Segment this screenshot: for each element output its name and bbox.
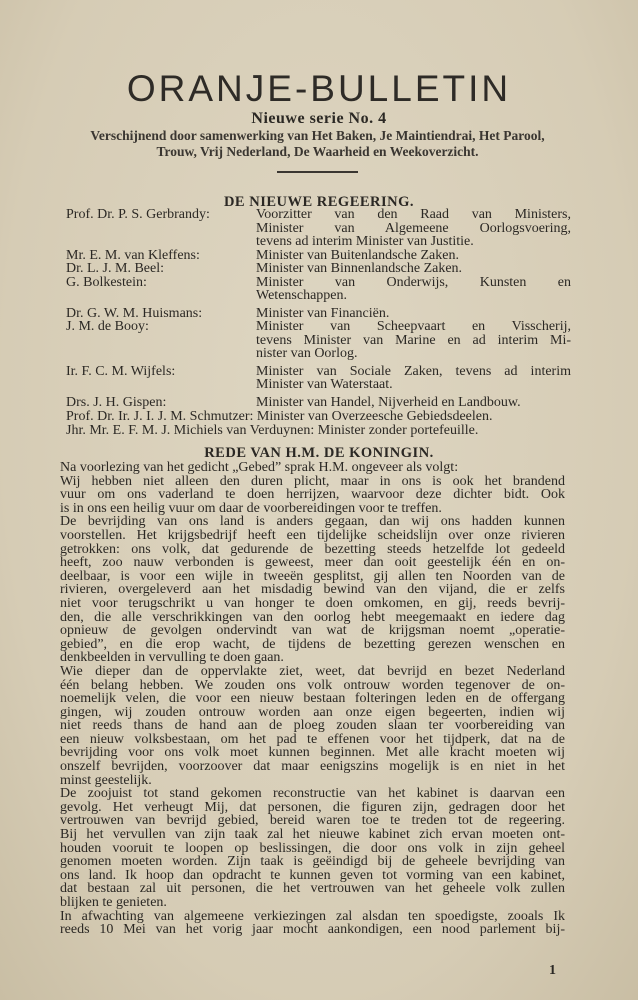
role-line: tevens Minister van Marine en ad interim Mi- bbox=[256, 332, 571, 348]
text-line: noemelijk velen, die voor een nieuw bestaan folteringen leden en de offergang bbox=[60, 691, 565, 707]
role-line: tevens ad interim Minister van Justitie. bbox=[256, 234, 474, 249]
cabinet-member bbox=[66, 276, 571, 303]
text-line: Wie dieper dan de oppervlakte ziet, weet, dat bevrijd en bezet Nederland bbox=[60, 663, 565, 679]
role-line: Minister van Scheepvaart en Visscherij, bbox=[256, 319, 571, 334]
member-role bbox=[256, 365, 571, 392]
member-role bbox=[256, 249, 571, 263]
text-line: gevolg. Het verheugt Mij, dat personen, die figuren zijn, gedragen door het bbox=[60, 799, 565, 815]
text-line: vertrouwen van bevrijd gebied, bereid waren toe te treden tot de regeering. bbox=[60, 813, 565, 829]
text-line: gebied”, en die erop wacht, de tijdens de bezetting gerezen wenschen en bbox=[60, 636, 565, 652]
paragraph bbox=[60, 475, 565, 516]
text-line: niet reeds thans de hand aan de ploeg zouden slaan ter voorbereiding van bbox=[60, 718, 565, 734]
cabinet-list bbox=[66, 208, 571, 437]
text-line: onszelf bevrijden, voorzoover dat maar eenigszins mogelijk is en niet in het bbox=[60, 759, 565, 775]
member-name: Mr. E. M. van Kleffens: bbox=[66, 247, 200, 263]
cabinet-member bbox=[66, 320, 571, 361]
member-name: Ir. F. C. M. Wijfels: bbox=[66, 363, 176, 379]
text-line: ons land. Ik hoop dan opdracht te kunnen geven tot vorming van een kabinet, bbox=[60, 867, 565, 883]
role-line: nister van Oorlog. bbox=[256, 346, 358, 361]
publishers-note bbox=[60, 128, 575, 160]
role-line: Minister van Handel, Nijverheid en Landbouw. bbox=[256, 394, 521, 410]
text-line: één belang hebben. We zouden ons volk ontrouw worden tegenover de on- bbox=[60, 677, 565, 693]
text-line: Wij hebben niet alleen den duren plicht, maar in ons is ook het brandend bbox=[60, 473, 565, 489]
bulletin-title: ORANJE-BULLETIN bbox=[126, 68, 512, 109]
member-role bbox=[256, 208, 571, 249]
role-line: Minister van Waterstaat. bbox=[256, 377, 393, 392]
speech-text bbox=[60, 461, 565, 937]
member-name: G. Bolkestein: bbox=[66, 274, 147, 290]
text-line: vuur om ons vaderland te doen herrijzen, waarvoor deze dichter bidt. Ook bbox=[60, 487, 565, 503]
text-line: denkbeelden in vervulling te doen gaan. bbox=[60, 650, 284, 666]
text-line: opnieuw de gevolgen ondervindt van wat de krijgsman noemt „operatie- bbox=[60, 623, 565, 639]
text-line: gingen, wij zouden ontrouw worden aan onze eigen begeerten, indien wij bbox=[60, 704, 565, 720]
role-line: Minister van Buitenlandsche Zaken. bbox=[256, 247, 459, 263]
cabinet-member bbox=[66, 208, 571, 249]
member-name: Drs. J. H. Gispen: bbox=[66, 394, 167, 410]
role-line: Voorzitter van den Raad van Ministers, bbox=[256, 207, 571, 222]
text-line: is in ons een heilig vuur om daar de voorbereidingen voor te treffen. bbox=[60, 500, 442, 516]
text-line: deelbaar, is voor een wijle in tweeën gesplitst, gij allen ten Noorden van de bbox=[60, 568, 565, 584]
cabinet-member bbox=[66, 307, 571, 321]
text-line: reeds 10 Mei van het vorig jaar mocht aankondigen, een nood parlement bij- bbox=[60, 922, 565, 938]
text-line: genomen moeten worden. Zijn taak is geëindigd bij de geheele bevrijding van bbox=[60, 854, 565, 870]
cabinet-member bbox=[66, 396, 571, 410]
role-line: Minister van Binnenlandsche Zaken. bbox=[256, 261, 463, 276]
text-line: een nieuw volksbestaan, om het pad te effenen voor het tijdperk, dat na de bbox=[60, 731, 565, 747]
member-name: Dr. L. J. M. Beel: bbox=[66, 261, 164, 276]
role-line: Minister van Financiën. bbox=[256, 305, 390, 321]
paragraph bbox=[60, 787, 565, 909]
cabinet-member bbox=[66, 249, 571, 263]
text-line: rivieren, overgeleverd aan het misdadig bewind van den vijand, die er zelfs bbox=[60, 582, 565, 598]
text-line: Bij het vervullen van zijn taak zal het nieuwe kabinet zich ervan moeten ont- bbox=[60, 827, 565, 843]
series-number: Nieuwe serie No. 4 bbox=[251, 110, 387, 127]
cabinet-member-full: Jhr. Mr. E. F. M. J. Michiels van Verduynen: Minister zonder portefeuille. bbox=[66, 422, 479, 438]
member-role bbox=[256, 396, 571, 410]
cabinet-member bbox=[66, 262, 571, 276]
text-line: Na voorlezing van het gedicht „Gebed” sprak H.M. ongeveer als volgt: bbox=[60, 460, 459, 475]
member-role bbox=[256, 307, 571, 321]
cabinet-heading: DE NIEUWE REGEERING. bbox=[223, 194, 415, 210]
text-line: houden vooruit te loopen op beslissingen, die door ons volk in zijn geheel bbox=[60, 840, 565, 856]
cabinet-member-full: Prof. Dr. Ir. J. I. J. M. Schmutzer: Minister van Overzeesche Gebiedsdeelen. bbox=[66, 409, 493, 424]
text-line: heeft, zoo nauw verbonden is geweest, meer dan ooit geestelijk één en on- bbox=[60, 555, 565, 571]
text-line: De zoojuist tot stand gekomen reconstructie van het kabinet is daarvan een bbox=[60, 786, 565, 802]
text-line: voorstellen. Het krijgsbedrijf heeft een tijdelijke scheidslijn over onze rivieren bbox=[60, 527, 565, 543]
text-line: minst geestelijk. bbox=[60, 772, 152, 788]
text-line: blijken te genieten. bbox=[60, 895, 167, 910]
paragraph bbox=[60, 910, 565, 937]
role-line: Minister van Onderwijs, Kunsten en bbox=[256, 274, 571, 290]
text-line: De bevrijding van ons land is anders gegaan, dan wij ons hadden kunnen bbox=[60, 514, 565, 530]
page-number: 1 bbox=[549, 963, 556, 978]
member-role bbox=[256, 276, 571, 303]
publishers-line: Verschijnend door samenwerking van Het Baken, Je Maintiendrai, Het Parool, bbox=[90, 128, 545, 143]
role-line: Minister van Algemeene Oorlogsvoering, bbox=[256, 220, 571, 236]
role-line: Minister van Sociale Zaken, tevens ad interim bbox=[256, 363, 571, 379]
paragraph bbox=[60, 461, 565, 475]
member-name: Dr. G. W. M. Huismans: bbox=[66, 305, 203, 321]
speech-heading: REDE VAN H.M. DE KONINGIN. bbox=[204, 445, 434, 461]
role-line: Wetenschappen. bbox=[256, 288, 347, 303]
paragraph bbox=[60, 665, 565, 787]
text-line: niet voor terugschrikt u van honger te doen omkomen, en gij, reeds bevrij- bbox=[60, 595, 565, 611]
member-role bbox=[256, 320, 571, 361]
paragraph bbox=[60, 515, 565, 665]
cabinet-member bbox=[66, 365, 571, 392]
text-line: In afwachting van algemeene verkiezingen zal alsdan ten spoedigste, zooals Ik bbox=[60, 908, 565, 924]
text-line: dat bestaan zal uit personen, die het vertrouwen van het geheele volk zullen bbox=[60, 881, 565, 897]
divider bbox=[277, 171, 358, 173]
text-line: getrokken: ons volk, dat gedurende de bezetting steeds hetzelfde lot gedeeld bbox=[60, 541, 565, 557]
text-line: bevrijding voor ons volk moet kunnen beginnen. Met alle kracht moeten wij bbox=[60, 745, 565, 761]
member-role bbox=[256, 262, 571, 276]
member-name: Prof. Dr. P. S. Gerbrandy: bbox=[66, 207, 210, 222]
publishers-line: Trouw, Vrij Nederland, De Waarheid en Weekoverzicht. bbox=[156, 144, 479, 159]
text-line: den, die alle verschrikkingen van den oorlog hebt meegemaakt en iedere dag bbox=[60, 609, 565, 625]
member-name: J. M. de Booy: bbox=[66, 319, 149, 334]
